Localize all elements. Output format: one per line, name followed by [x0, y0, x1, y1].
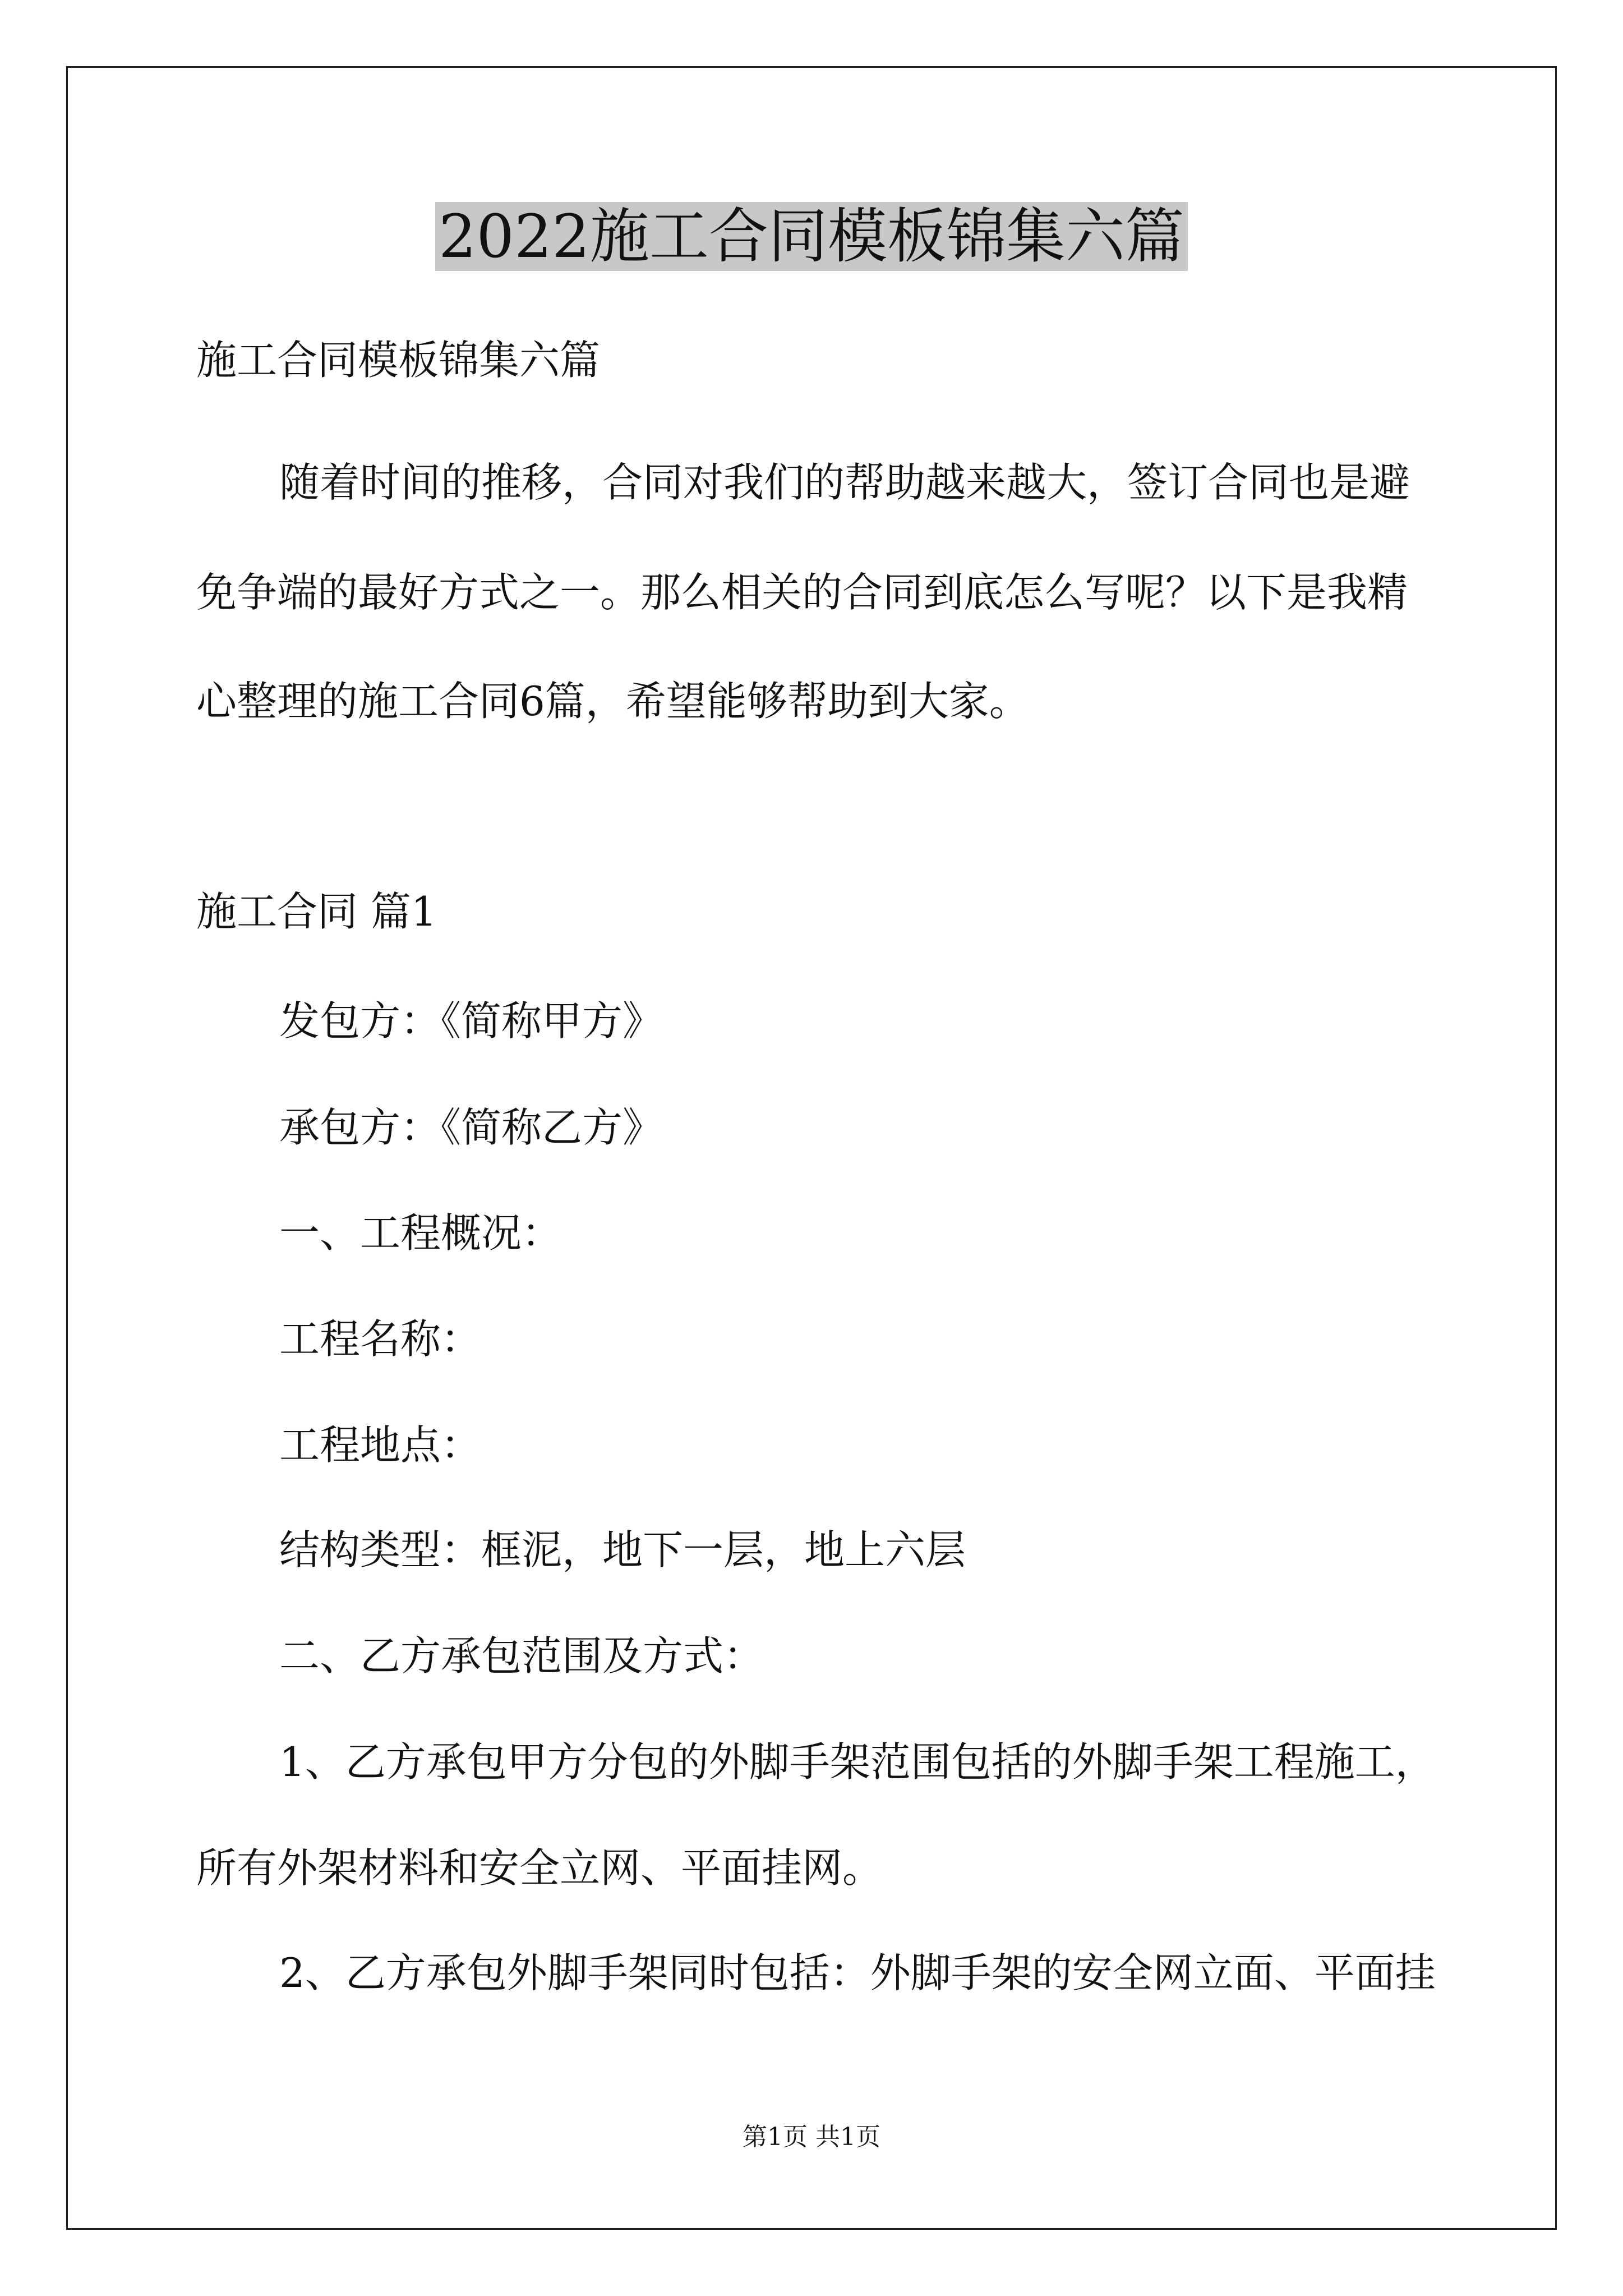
- clause-2-item-2-line-1: 2、乙方承包外脚手架同时包括：外脚手架的安全网立面、平面挂: [279, 1949, 1436, 1996]
- contract-party-b: 承包方：《简称乙方》: [279, 1104, 663, 1151]
- intro-paragraph-line-3: 心整理的施工合同6篇，希望能够帮助到大家。: [196, 678, 1030, 725]
- clause-2-item-1-line-1: 1、乙方承包甲方分包的外脚手架范围包括的外脚手架工程施工，: [279, 1738, 1436, 1786]
- page-footer: 第1页 共1页: [743, 2123, 880, 2151]
- document-title-text: 2022施工合同模板锦集六篇: [435, 202, 1188, 271]
- intro-paragraph-line-1: 随着时间的推移，合同对我们的帮助越来越大，签订合同也是避: [279, 459, 1410, 506]
- contract-party-a: 发包方：《简称甲方》: [279, 997, 663, 1045]
- structure-type: 结构类型：框泥，地下一层，地上六层: [279, 1526, 966, 1573]
- project-location: 工程地点：: [279, 1421, 482, 1469]
- project-name: 工程名称：: [279, 1315, 482, 1363]
- document-title: [0, 197, 1623, 276]
- intro-paragraph-line-2: 免争端的最好方式之一。那么相关的合同到底怎么写呢？以下是我精: [196, 569, 1408, 616]
- intro-heading: 施工合同模板锦集六篇: [196, 337, 601, 384]
- clause-2-heading: 二、乙方承包范围及方式：: [279, 1632, 764, 1680]
- clause-1-heading: 一、工程概况：: [279, 1209, 562, 1257]
- section-heading: 施工合同 篇1: [196, 888, 437, 935]
- clause-2-item-1-line-2: 所有外架材料和安全立网、平面挂网。: [196, 1844, 883, 1892]
